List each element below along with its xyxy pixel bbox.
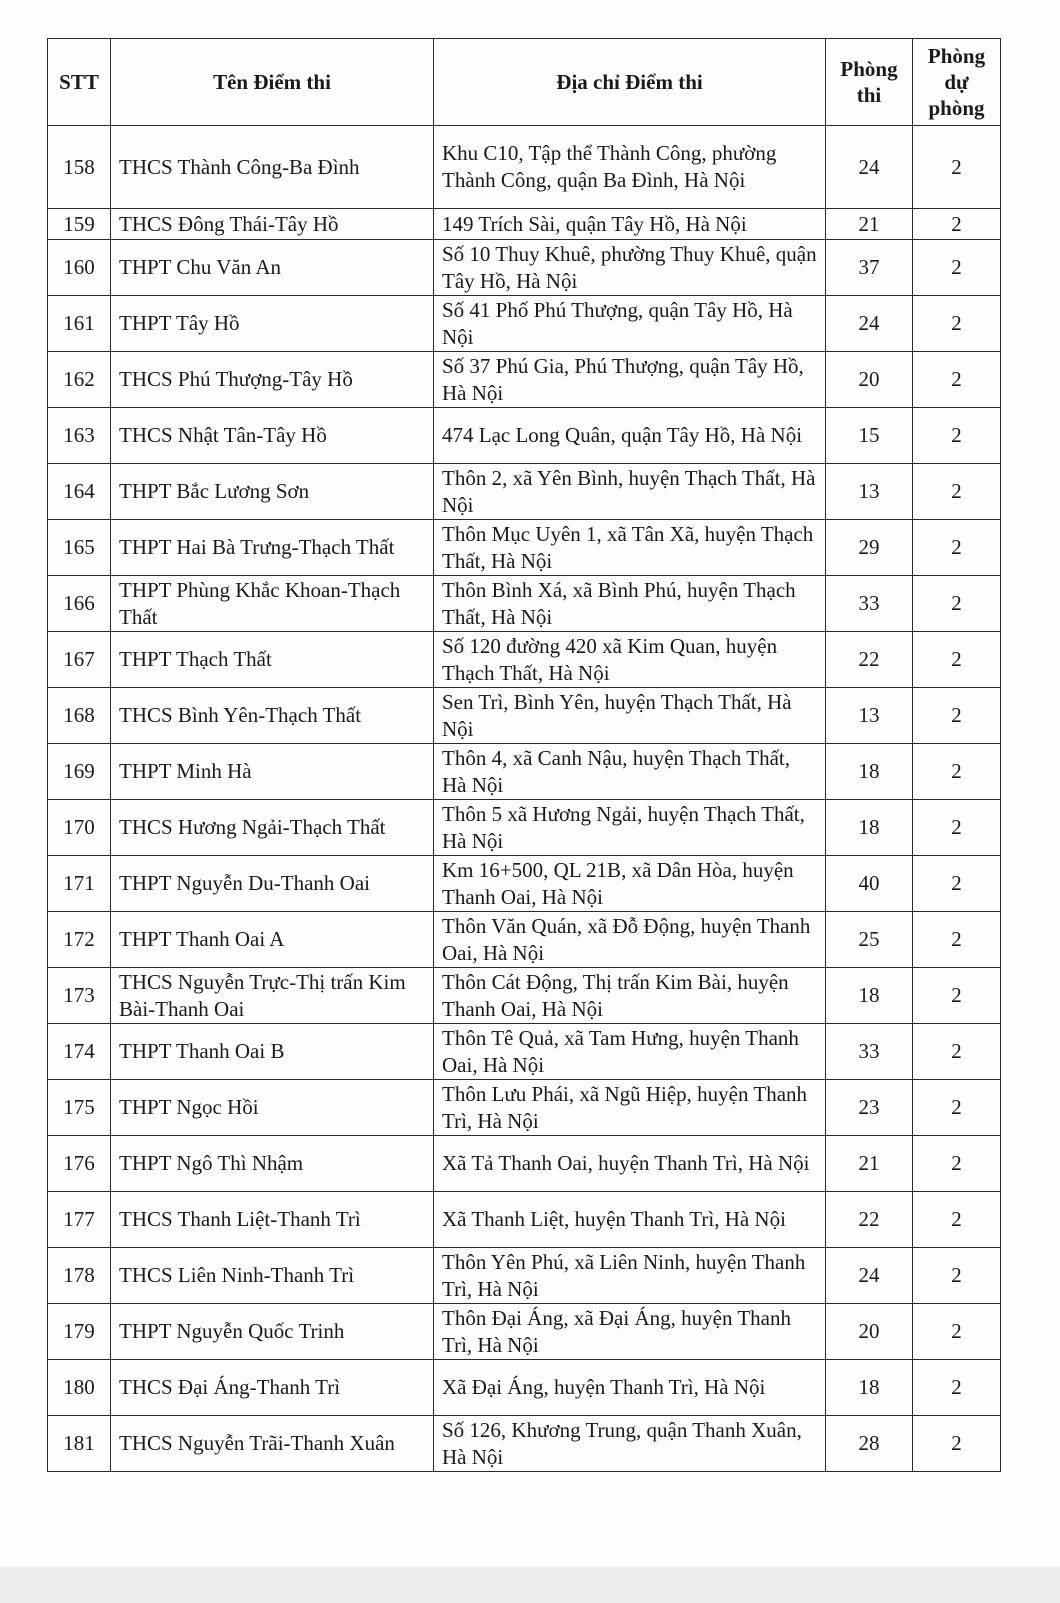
cell-exam-rooms: 24 <box>826 1248 913 1304</box>
cell-spare-rooms: 2 <box>913 968 1001 1024</box>
table-row <box>48 744 1001 800</box>
header-site-name: Tên Điểm thi <box>111 39 434 126</box>
cell-exam-rooms: 18 <box>826 1360 913 1416</box>
cell-site-name: THPT Thạch Thất <box>111 632 434 688</box>
table-row <box>48 1024 1001 1080</box>
table-row <box>48 968 1001 1024</box>
cell-site-address: Thôn 2, xã Yên Bình, huyện Thạch Thất, Hà Nội <box>434 464 826 520</box>
table-row <box>48 800 1001 856</box>
page-bottom-edge <box>0 1567 1060 1603</box>
cell-exam-rooms: 22 <box>826 1192 913 1248</box>
cell-site-address: Thôn Yên Phú, xã Liên Ninh, huyện Thanh Trì, Hà Nội <box>434 1248 826 1304</box>
cell-exam-rooms: 20 <box>826 1304 913 1360</box>
cell-stt: 172 <box>48 912 111 968</box>
table-body <box>48 126 1001 1472</box>
cell-site-name: THPT Hai Bà Trưng-Thạch Thất <box>111 520 434 576</box>
table-row <box>48 126 1001 209</box>
cell-site-name: THCS Đông Thái-Tây Hồ <box>111 209 434 240</box>
cell-exam-rooms: 28 <box>826 1416 913 1472</box>
cell-site-name: THPT Nguyễn Quốc Trinh <box>111 1304 434 1360</box>
cell-site-address: Km 16+500, QL 21B, xã Dân Hòa, huyện Thanh Oai, Hà Nội <box>434 856 826 912</box>
cell-spare-rooms: 2 <box>913 632 1001 688</box>
cell-site-address: Số 10 Thuy Khuê, phường Thuy Khuê, quận Tây Hồ, Hà Nội <box>434 240 826 296</box>
table-row <box>48 408 1001 464</box>
cell-site-name: THCS Phú Thượng-Tây Hồ <box>111 352 434 408</box>
cell-site-name: THCS Liên Ninh-Thanh Trì <box>111 1248 434 1304</box>
cell-stt: 175 <box>48 1080 111 1136</box>
cell-exam-rooms: 18 <box>826 744 913 800</box>
cell-spare-rooms: 2 <box>913 744 1001 800</box>
cell-site-name: THPT Ngô Thì Nhậm <box>111 1136 434 1192</box>
table-row <box>48 1304 1001 1360</box>
cell-site-address: Thôn Văn Quán, xã Đỗ Động, huyện Thanh Oai, Hà Nội <box>434 912 826 968</box>
cell-site-address: Thôn Bình Xá, xã Bình Phú, huyện Thạch Thất, Hà Nội <box>434 576 826 632</box>
cell-site-name: THPT Thanh Oai B <box>111 1024 434 1080</box>
cell-spare-rooms: 2 <box>913 800 1001 856</box>
cell-spare-rooms: 2 <box>913 1024 1001 1080</box>
cell-spare-rooms: 2 <box>913 856 1001 912</box>
cell-site-address: Số 120 đường 420 xã Kim Quan, huyện Thạch Thất, Hà Nội <box>434 632 826 688</box>
cell-site-address: 149 Trích Sài, quận Tây Hồ, Hà Nội <box>434 209 826 240</box>
cell-site-name: THPT Bắc Lương Sơn <box>111 464 434 520</box>
cell-site-name: THCS Bình Yên-Thạch Thất <box>111 688 434 744</box>
cell-exam-rooms: 24 <box>826 296 913 352</box>
cell-exam-rooms: 25 <box>826 912 913 968</box>
cell-spare-rooms: 2 <box>913 1080 1001 1136</box>
cell-spare-rooms: 2 <box>913 688 1001 744</box>
cell-site-address: Thôn Tê Quả, xã Tam Hưng, huyện Thanh Oai, Hà Nội <box>434 1024 826 1080</box>
cell-stt: 168 <box>48 688 111 744</box>
cell-stt: 171 <box>48 856 111 912</box>
cell-stt: 178 <box>48 1248 111 1304</box>
cell-exam-rooms: 18 <box>826 800 913 856</box>
cell-exam-rooms: 21 <box>826 209 913 240</box>
cell-exam-rooms: 18 <box>826 968 913 1024</box>
cell-site-name: THPT Chu Văn An <box>111 240 434 296</box>
cell-stt: 158 <box>48 126 111 209</box>
cell-stt: 174 <box>48 1024 111 1080</box>
cell-stt: 159 <box>48 209 111 240</box>
table-row <box>48 856 1001 912</box>
cell-site-name: THCS Thanh Liệt-Thanh Trì <box>111 1192 434 1248</box>
cell-site-address: Số 126, Khương Trung, quận Thanh Xuân, Hà Nội <box>434 1416 826 1472</box>
cell-spare-rooms: 2 <box>913 296 1001 352</box>
cell-exam-rooms: 33 <box>826 1024 913 1080</box>
cell-spare-rooms: 2 <box>913 1192 1001 1248</box>
cell-site-name: THPT Thanh Oai A <box>111 912 434 968</box>
table-row <box>48 240 1001 296</box>
cell-exam-rooms: 23 <box>826 1080 913 1136</box>
cell-site-address: Thôn Cát Động, Thị trấn Kim Bài, huyện Thanh Oai, Hà Nội <box>434 968 826 1024</box>
cell-site-address: Khu C10, Tập thể Thành Công, phường Thành Công, quận Ba Đình, Hà Nội <box>434 126 826 209</box>
cell-stt: 165 <box>48 520 111 576</box>
cell-spare-rooms: 2 <box>913 352 1001 408</box>
cell-stt: 166 <box>48 576 111 632</box>
cell-spare-rooms: 2 <box>913 1304 1001 1360</box>
cell-exam-rooms: 13 <box>826 464 913 520</box>
table-row <box>48 1136 1001 1192</box>
cell-site-address: Thôn Đại Áng, xã Đại Áng, huyện Thanh Trì, Hà Nội <box>434 1304 826 1360</box>
cell-stt: 180 <box>48 1360 111 1416</box>
table-row <box>48 1248 1001 1304</box>
cell-site-address: Sen Trì, Bình Yên, huyện Thạch Thất, Hà Nội <box>434 688 826 744</box>
table-row <box>48 688 1001 744</box>
table-row <box>48 296 1001 352</box>
cell-exam-rooms: 13 <box>826 688 913 744</box>
cell-stt: 173 <box>48 968 111 1024</box>
cell-spare-rooms: 2 <box>913 464 1001 520</box>
cell-spare-rooms: 2 <box>913 1248 1001 1304</box>
cell-stt: 181 <box>48 1416 111 1472</box>
cell-site-address: Số 37 Phú Gia, Phú Thượng, quận Tây Hồ, Hà Nội <box>434 352 826 408</box>
table-row <box>48 352 1001 408</box>
header-exam-rooms: Phòng thi <box>826 39 913 126</box>
cell-stt: 160 <box>48 240 111 296</box>
table-row <box>48 520 1001 576</box>
table-row <box>48 912 1001 968</box>
cell-site-address: Xã Đại Áng, huyện Thanh Trì, Hà Nội <box>434 1360 826 1416</box>
table-row <box>48 1416 1001 1472</box>
cell-spare-rooms: 2 <box>913 209 1001 240</box>
cell-exam-rooms: 20 <box>826 352 913 408</box>
cell-site-address: Xã Thanh Liệt, huyện Thanh Trì, Hà Nội <box>434 1192 826 1248</box>
cell-site-name: THCS Hương Ngải-Thạch Thất <box>111 800 434 856</box>
table-row <box>48 464 1001 520</box>
cell-spare-rooms: 2 <box>913 126 1001 209</box>
cell-site-address: Thôn Mục Uyên 1, xã Tân Xã, huyện Thạch Thất, Hà Nội <box>434 520 826 576</box>
cell-stt: 169 <box>48 744 111 800</box>
cell-exam-rooms: 33 <box>826 576 913 632</box>
cell-stt: 162 <box>48 352 111 408</box>
header-spare-rooms: Phòng dự phòng <box>913 39 1001 126</box>
cell-spare-rooms: 2 <box>913 1136 1001 1192</box>
cell-exam-rooms: 22 <box>826 632 913 688</box>
cell-site-name: THPT Phùng Khắc Khoan-Thạch Thất <box>111 576 434 632</box>
cell-spare-rooms: 2 <box>913 240 1001 296</box>
cell-site-name: THPT Minh Hà <box>111 744 434 800</box>
cell-site-name: THCS Nhật Tân-Tây Hồ <box>111 408 434 464</box>
cell-site-name: THCS Thành Công-Ba Đình <box>111 126 434 209</box>
cell-site-name: THPT Nguyễn Du-Thanh Oai <box>111 856 434 912</box>
table-header-row <box>48 39 1001 126</box>
table-row <box>48 632 1001 688</box>
cell-exam-rooms: 24 <box>826 126 913 209</box>
cell-spare-rooms: 2 <box>913 912 1001 968</box>
cell-spare-rooms: 2 <box>913 520 1001 576</box>
cell-stt: 176 <box>48 1136 111 1192</box>
cell-stt: 163 <box>48 408 111 464</box>
cell-stt: 179 <box>48 1304 111 1360</box>
cell-site-address: Số 41 Phố Phú Thượng, quận Tây Hồ, Hà Nội <box>434 296 826 352</box>
table-row <box>48 1192 1001 1248</box>
cell-site-name: THCS Nguyễn Trực-Thị trấn Kim Bài-Thanh Oai <box>111 968 434 1024</box>
exam-sites-table <box>47 38 1001 1472</box>
cell-site-address: Thôn 4, xã Canh Nậu, huyện Thạch Thất, Hà Nội <box>434 744 826 800</box>
cell-exam-rooms: 37 <box>826 240 913 296</box>
cell-spare-rooms: 2 <box>913 1416 1001 1472</box>
table-row <box>48 576 1001 632</box>
cell-site-address: Xã Tả Thanh Oai, huyện Thanh Trì, Hà Nội <box>434 1136 826 1192</box>
cell-site-name: THPT Tây Hồ <box>111 296 434 352</box>
cell-site-address: 474 Lạc Long Quân, quận Tây Hồ, Hà Nội <box>434 408 826 464</box>
cell-stt: 167 <box>48 632 111 688</box>
cell-spare-rooms: 2 <box>913 576 1001 632</box>
cell-stt: 177 <box>48 1192 111 1248</box>
cell-site-name: THCS Nguyễn Trãi-Thanh Xuân <box>111 1416 434 1472</box>
cell-stt: 170 <box>48 800 111 856</box>
cell-site-address: Thôn 5 xã Hương Ngải, huyện Thạch Thất, Hà Nội <box>434 800 826 856</box>
cell-spare-rooms: 2 <box>913 1360 1001 1416</box>
cell-site-name: THCS Đại Áng-Thanh Trì <box>111 1360 434 1416</box>
cell-exam-rooms: 21 <box>826 1136 913 1192</box>
cell-stt: 164 <box>48 464 111 520</box>
table-row <box>48 209 1001 240</box>
cell-stt: 161 <box>48 296 111 352</box>
cell-exam-rooms: 29 <box>826 520 913 576</box>
cell-site-name: THPT Ngọc Hồi <box>111 1080 434 1136</box>
table-row <box>48 1360 1001 1416</box>
cell-exam-rooms: 15 <box>826 408 913 464</box>
cell-spare-rooms: 2 <box>913 408 1001 464</box>
header-site-address: Địa chỉ Điểm thi <box>434 39 826 126</box>
cell-site-address: Thôn Lưu Phái, xã Ngũ Hiệp, huyện Thanh Trì, Hà Nội <box>434 1080 826 1136</box>
cell-exam-rooms: 40 <box>826 856 913 912</box>
header-stt: STT <box>48 39 111 126</box>
table-row <box>48 1080 1001 1136</box>
